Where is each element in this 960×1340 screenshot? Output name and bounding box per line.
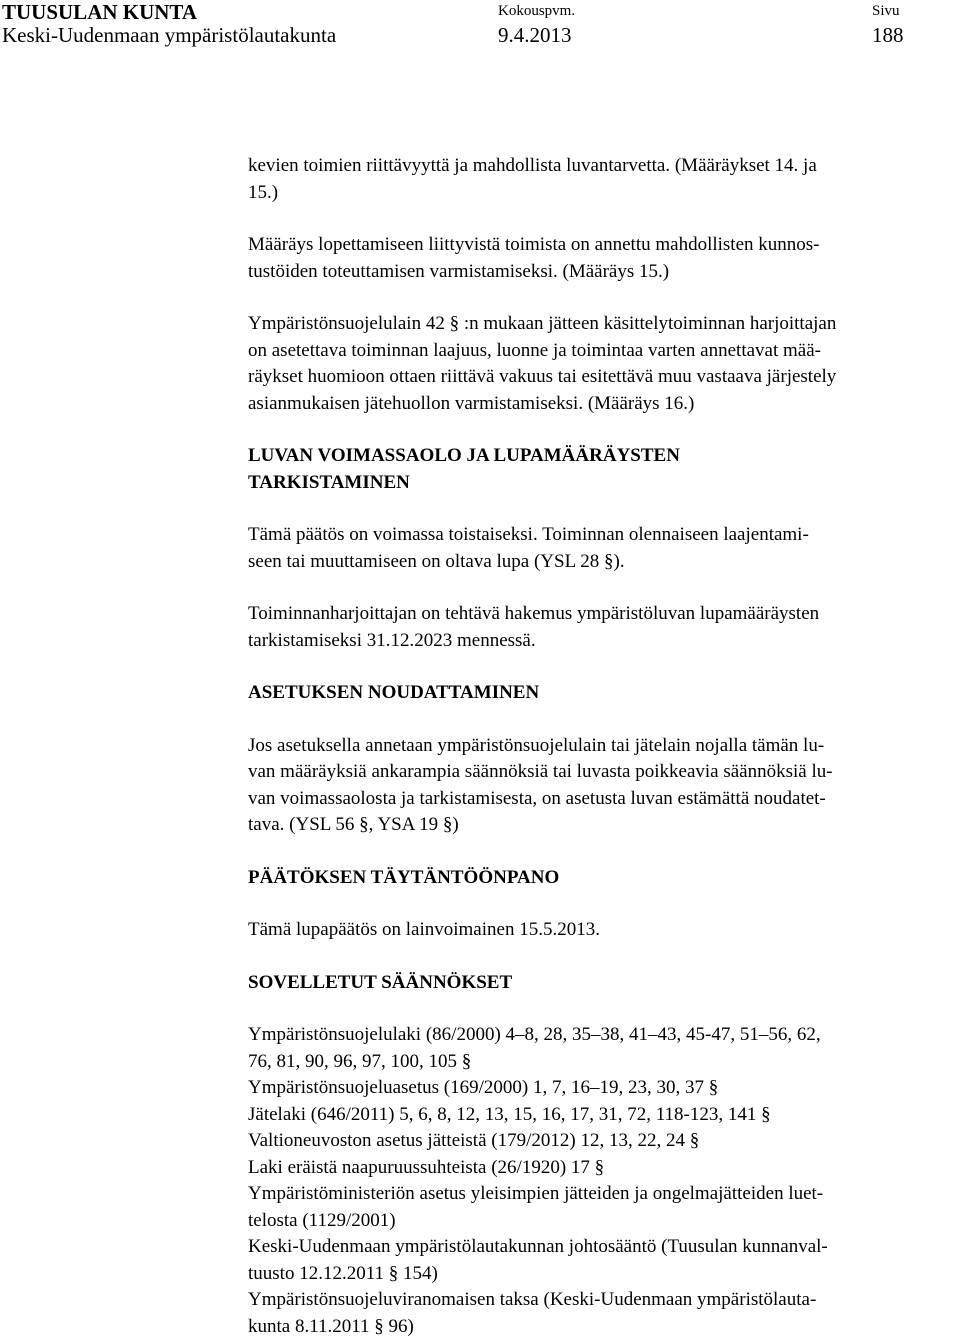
text-line: Toiminnanharjoittajan on tehtävä hakemus ympäristöluvan lupamääräysten xyxy=(248,601,938,628)
text-line: asianmukaisen jätehuollon varmistamiseksi. (Määräys 16.) xyxy=(248,391,938,418)
provision-line: telosta (1129/2001) xyxy=(248,1208,938,1235)
provision-line: Valtioneuvoston asetus jätteistä (179/2012) 12, 13, 22, 24 § xyxy=(248,1128,938,1155)
text-line: Jos asetuksella annetaan ympäristönsuojelulain tai jätelain nojalla tämän lu- xyxy=(248,733,938,760)
paragraph-inspection xyxy=(248,153,938,206)
meeting-date-label: Kokouspvm. xyxy=(498,3,575,20)
paragraph-review xyxy=(248,601,938,654)
text-line: räykset huomioon ottaen riittävä vakuus tai esitettävä muu vastaava järjestely xyxy=(248,364,938,391)
paragraph-enforcement xyxy=(248,917,938,944)
heading-line: LUVAN VOIMASSAOLO JA LUPAMÄÄRÄYSTEN xyxy=(248,443,938,470)
organization-name: TUUSULAN KUNTA xyxy=(2,0,197,25)
provision-line: Ympäristöministeriön asetus yleisimpien jätteiden ja ongelmajätteiden luet- xyxy=(248,1181,938,1208)
heading-line: TARKISTAMINEN xyxy=(248,470,938,497)
heading-line: SOVELLETUT SÄÄNNÖKSET xyxy=(248,970,938,997)
provision-line: tuusto 12.12.2011 § 154) xyxy=(248,1261,938,1288)
heading-line: ASETUKSEN NOUDATTAMINEN xyxy=(248,680,938,707)
text-line: Tämä päätös on voimassa toistaiseksi. Toiminnan olennaiseen laajentami- xyxy=(248,522,938,549)
text-line: tarkistamiseksi 31.12.2023 mennessä. xyxy=(248,628,938,655)
applied-provisions-list xyxy=(248,1022,938,1340)
text-line: Tämä lupapäätös on lainvoimainen 15.5.2013. xyxy=(248,917,938,944)
meeting-date: 9.4.2013 xyxy=(498,23,572,48)
heading-applied-provisions xyxy=(248,970,938,997)
heading-enforcement xyxy=(248,865,938,892)
paragraph-closure xyxy=(248,232,938,285)
heading-line: PÄÄTÖKSEN TÄYTÄNTÖÖNPANO xyxy=(248,865,938,892)
provision-line: Laki eräistä naapuruussuhteista (26/1920) 17 § xyxy=(248,1155,938,1182)
text-line: van voimassaolosta ja tarkistamisesta, on asetusta luvan estämättä noudatet- xyxy=(248,786,938,813)
department-name: Keski-Uudenmaan ympäristölautakunta xyxy=(2,23,336,48)
text-line: van määräyksiä ankarampia säännöksiä tai luvasta poikkeavia säännöksiä lu- xyxy=(248,759,938,786)
text-line: on asetettava toiminnan laajuus, luonne ja toimintaa varten annettavat mää- xyxy=(248,338,938,365)
page-label: Sivu xyxy=(872,3,900,20)
document-body xyxy=(248,153,938,1340)
provision-line: Ympäristönsuojeluasetus (169/2000) 1, 7, 16–19, 23, 30, 37 § xyxy=(248,1075,938,1102)
heading-validity xyxy=(248,443,938,496)
text-line: 15.) xyxy=(248,180,938,207)
page-header xyxy=(0,0,960,50)
provision-line: Ympäristönsuojeluviranomaisen taksa (Keski-Uudenmaan ympäristölauta- xyxy=(248,1287,938,1314)
text-line: tava. (YSL 56 §, YSA 19 §) xyxy=(248,812,938,839)
text-line: seen tai muuttamiseen on oltava lupa (YSL 28 §). xyxy=(248,549,938,576)
paragraph-decree xyxy=(248,733,938,839)
paragraph-validity xyxy=(248,522,938,575)
provision-line: Ympäristönsuojelulaki (86/2000) 4–8, 28, 35–38, 41–43, 45-47, 51–56, 62, xyxy=(248,1022,938,1049)
provision-line: 76, 81, 90, 96, 97, 100, 105 § xyxy=(248,1049,938,1076)
provision-line: kunta 8.11.2011 § 96) xyxy=(248,1314,938,1340)
provision-line: Jätelaki (646/2011) 5, 6, 8, 12, 13, 15, 16, 17, 31, 72, 118-123, 141 § xyxy=(248,1102,938,1129)
heading-decree xyxy=(248,680,938,707)
text-line: tustöiden toteuttamisen varmistamiseksi. (Määräys 15.) xyxy=(248,259,938,286)
text-line: Ympäristönsuojelulain 42 § :n mukaan jätteen käsittelytoiminnan harjoittajan xyxy=(248,311,938,338)
page-number: 188 xyxy=(872,23,904,48)
text-line: Määräys lopettamiseen liittyvistä toimista on annettu mahdollisten kunnos- xyxy=(248,232,938,259)
paragraph-security xyxy=(248,311,938,417)
provision-line: Keski-Uudenmaan ympäristölautakunnan johtosääntö (Tuusulan kunnanval- xyxy=(248,1234,938,1261)
text-line: kevien toimien riittävyyttä ja mahdollista luvantarvetta. (Määräykset 14. ja xyxy=(248,153,938,180)
